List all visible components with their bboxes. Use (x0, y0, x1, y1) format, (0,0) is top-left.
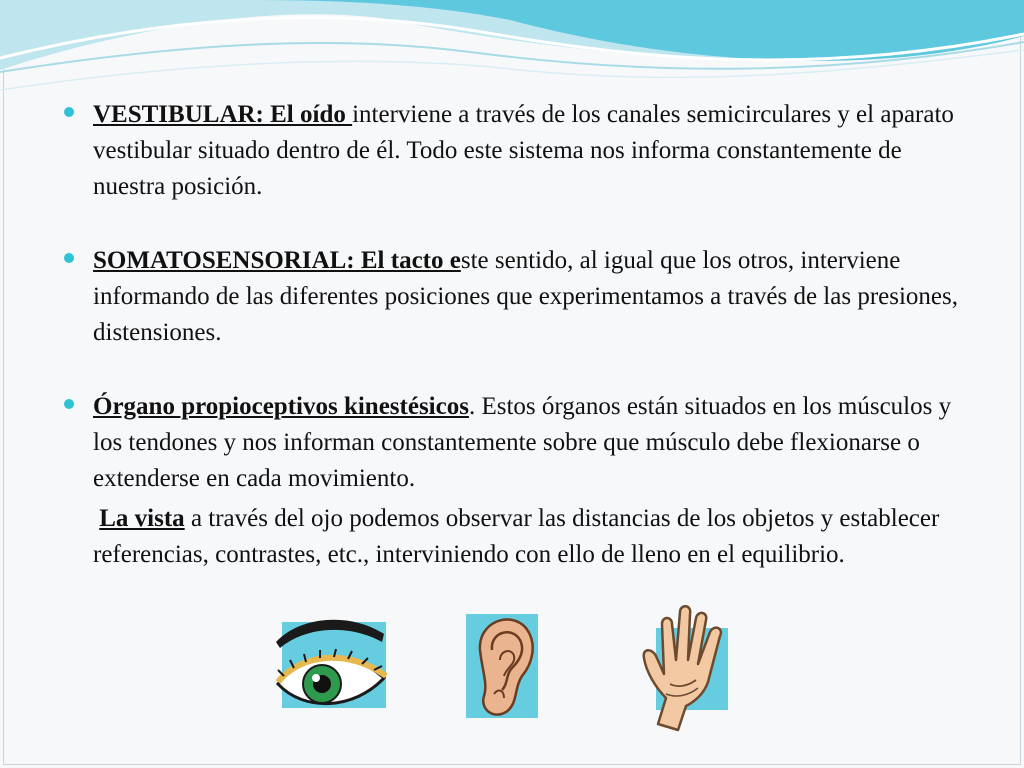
list-item-vestibular (64, 97, 969, 205)
item-text: ste sentido, al igual que los otros, interviene informando de las diferentes posiciones que experimentamos a través de las presiones, distensiones. (93, 247, 959, 346)
item-text: interviene a través de los canales semicirculares y el aparato vestibular situado dentro de él. Todo este sistema nos informa constantemente de nuestra posición. (93, 101, 954, 200)
bullet-icon (64, 399, 74, 409)
list-item-propioceptivos (64, 389, 969, 497)
ear-illustration (462, 610, 542, 722)
item-keyword: Órgano propioceptivos kinestésicos (93, 393, 469, 420)
header-wave-decoration (0, 0, 1024, 110)
vista-text: a través del ojo podemos observar las distancias de los objetos y establecer referencias, contrastes, etc., interviniendo con ello de lleno en el equilibrio. (93, 505, 940, 568)
vista-keyword: La vista (99, 505, 185, 532)
bullet-icon (64, 253, 74, 263)
vista-paragraph (64, 501, 969, 573)
list-item-somatosensorial (64, 243, 969, 351)
item-text: . Estos órganos están situados en los músculos y los tendones y nos informan constantemente sobre que músculo debe flexionarse o extenderse en cada movimiento. (93, 393, 952, 492)
bullet-icon (64, 107, 74, 117)
eye-illustration (270, 612, 398, 722)
item-keyword: VESTIBULAR: El oído (93, 101, 353, 128)
item-keyword: SOMATOSENSORIAL: El tacto e (93, 247, 461, 274)
slide-content (64, 97, 969, 573)
hand-illustration (636, 602, 730, 736)
